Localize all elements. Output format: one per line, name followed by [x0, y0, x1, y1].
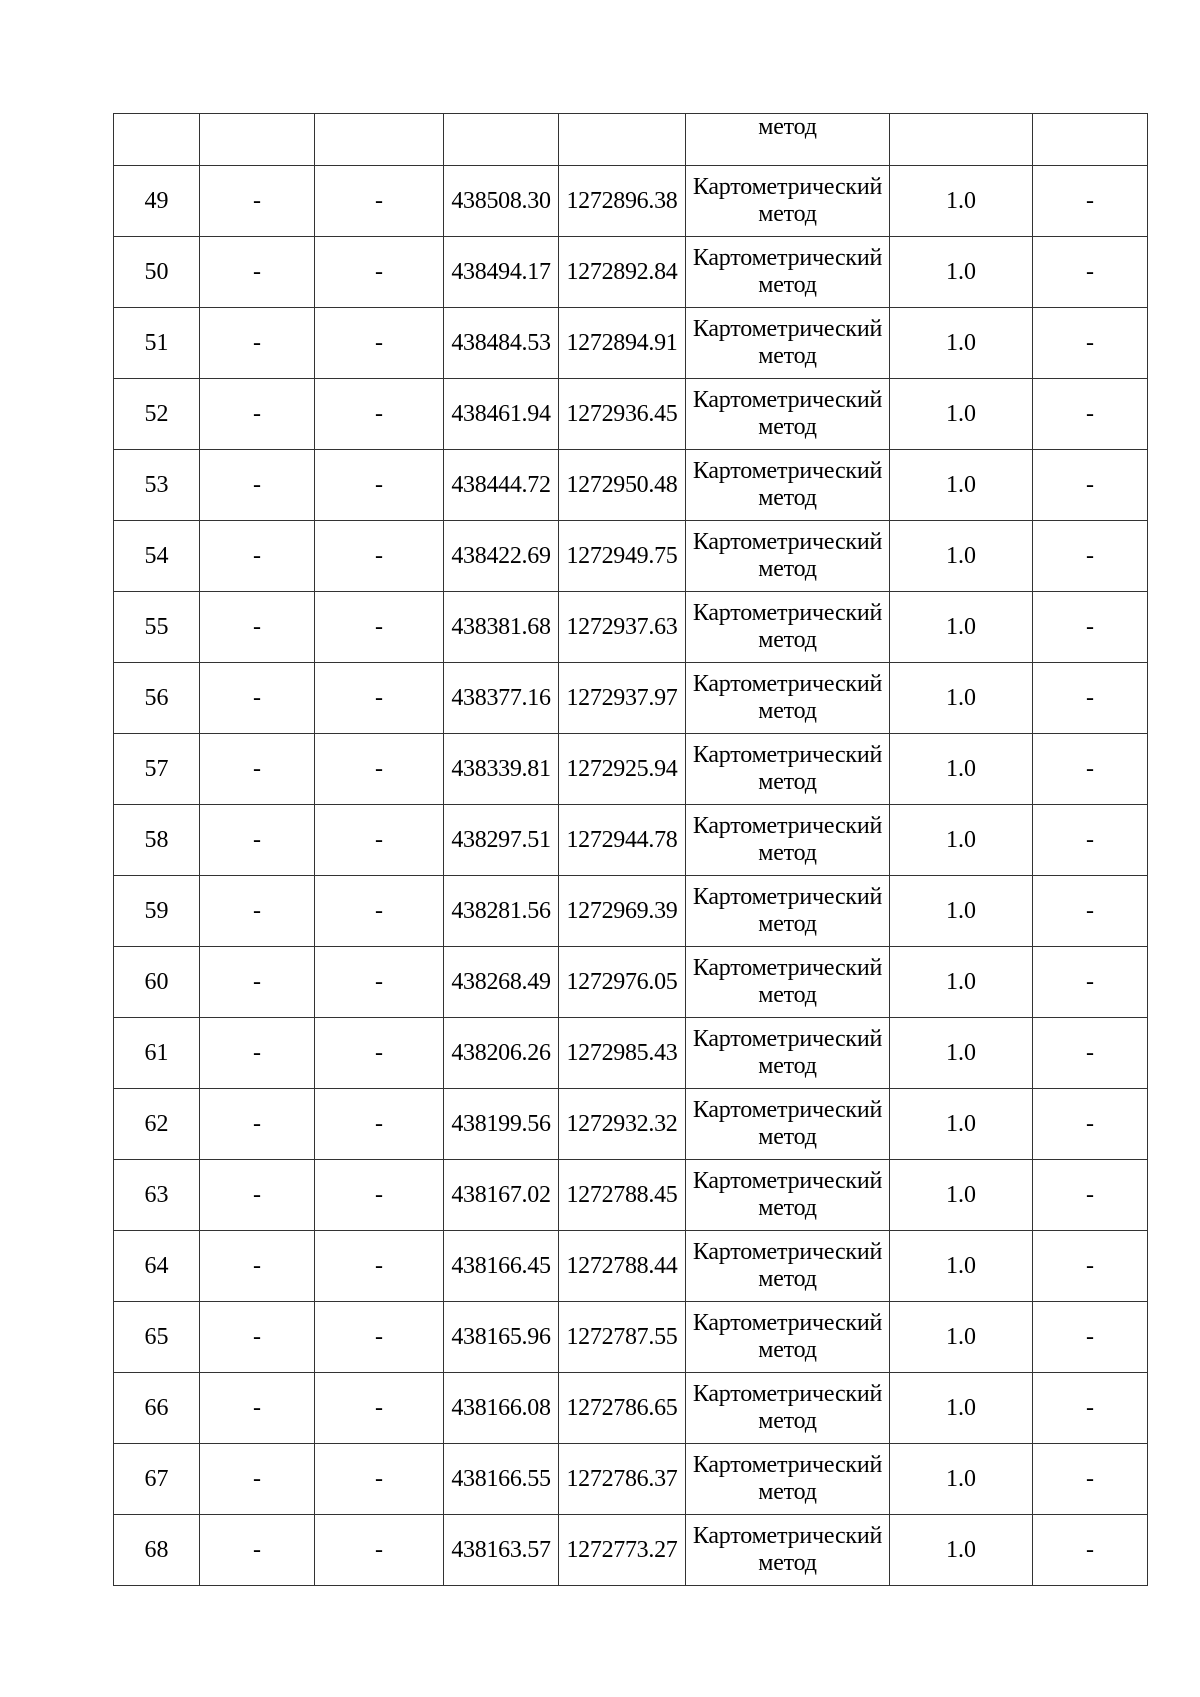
- cell-col-9: -: [1033, 521, 1148, 592]
- method-line-1: Картометрический: [692, 174, 883, 200]
- cell-col-2: -: [200, 1089, 315, 1160]
- cell-col-3: -: [315, 1231, 444, 1302]
- cell-accuracy: 1.0: [890, 1373, 1033, 1444]
- table-row: [114, 379, 1148, 450]
- cell-col-3: -: [315, 734, 444, 805]
- cell-point-number: 59: [114, 876, 200, 947]
- cell-method: [686, 1089, 890, 1160]
- cell-col-3: -: [315, 1515, 444, 1586]
- method-line-2: метод: [758, 201, 817, 227]
- cell-y: 1272894.91: [559, 308, 686, 379]
- cell-accuracy: 1.0: [890, 1231, 1033, 1302]
- cell-accuracy: 1.0: [890, 450, 1033, 521]
- cell-col-3: -: [315, 521, 444, 592]
- method-line-2: метод: [758, 1195, 817, 1221]
- cell-x: 438297.51: [444, 805, 559, 876]
- method-line-2: метод: [758, 982, 817, 1008]
- cell-col-2: -: [200, 663, 315, 734]
- cell-col-9: -: [1033, 1231, 1148, 1302]
- cell-method: [686, 947, 890, 1018]
- cell-method: [686, 308, 890, 379]
- cell-col-3: -: [315, 1018, 444, 1089]
- table-row: [114, 947, 1148, 1018]
- cell-col-9: -: [1033, 308, 1148, 379]
- cell-method: [686, 1231, 890, 1302]
- cell-x: 438484.53: [444, 308, 559, 379]
- method-line-2: метод: [758, 1408, 817, 1434]
- cell-accuracy: 1.0: [890, 1302, 1033, 1373]
- cell-y: 1272896.38: [559, 166, 686, 237]
- method-line-1: Картометрический: [692, 813, 883, 839]
- cell-col-3: -: [315, 1373, 444, 1444]
- cell-x: 438167.02: [444, 1160, 559, 1231]
- method-line-2: метод: [758, 1124, 817, 1150]
- cell-method: [686, 1160, 890, 1231]
- cell-col-2: -: [200, 166, 315, 237]
- cell-method: [686, 1018, 890, 1089]
- cell-method: [686, 379, 890, 450]
- continued-row: [114, 114, 1148, 166]
- cell-x: 438166.08: [444, 1373, 559, 1444]
- cell-col-9: -: [1033, 592, 1148, 663]
- cell-point-number: [114, 114, 200, 166]
- cell-accuracy: 1.0: [890, 805, 1033, 876]
- cell-accuracy: 1.0: [890, 947, 1033, 1018]
- cell-method: [686, 1373, 890, 1444]
- cell-col-2: -: [200, 1444, 315, 1515]
- cell-accuracy: 1.0: [890, 1160, 1033, 1231]
- table-row: [114, 876, 1148, 947]
- table-row: [114, 734, 1148, 805]
- cell-x: 438377.16: [444, 663, 559, 734]
- cell-col-3: -: [315, 947, 444, 1018]
- cell-y: 1272949.75: [559, 521, 686, 592]
- cell-accuracy: 1.0: [890, 1089, 1033, 1160]
- method-line-1: Картометрический: [692, 529, 883, 555]
- cell-accuracy: 1.0: [890, 734, 1033, 805]
- cell-col-9: -: [1033, 1089, 1148, 1160]
- cell-col-2: -: [200, 1515, 315, 1586]
- cell-col-2: -: [200, 805, 315, 876]
- cell-col-2: -: [200, 876, 315, 947]
- cell-accuracy: 1.0: [890, 308, 1033, 379]
- method-line-1: Картометрический: [692, 1168, 883, 1194]
- cell-point-number: 53: [114, 450, 200, 521]
- cell-col-3: -: [315, 1089, 444, 1160]
- cell-col-9: -: [1033, 1160, 1148, 1231]
- cell-col-2: -: [200, 1231, 315, 1302]
- cell-col-3: -: [315, 379, 444, 450]
- cell-y: 1272925.94: [559, 734, 686, 805]
- cell-col-9: -: [1033, 450, 1148, 521]
- method-line-2: метод: [758, 627, 817, 653]
- cell-point-number: 54: [114, 521, 200, 592]
- cell-col-3: -: [315, 450, 444, 521]
- cell-col-9: -: [1033, 237, 1148, 308]
- method-line-2: метод: [758, 1550, 817, 1576]
- cell-col-3: -: [315, 663, 444, 734]
- cell-col-3: -: [315, 592, 444, 663]
- table-row: [114, 166, 1148, 237]
- cell-accuracy: 1.0: [890, 237, 1033, 308]
- cell-point-number: 64: [114, 1231, 200, 1302]
- cell-y: 1272932.32: [559, 1089, 686, 1160]
- cell-point-number: 56: [114, 663, 200, 734]
- method-line-2: метод: [758, 556, 817, 582]
- cell-col-3: -: [315, 1444, 444, 1515]
- table-row: [114, 1231, 1148, 1302]
- coordinates-table: [113, 113, 1148, 1586]
- cell-method: [686, 450, 890, 521]
- cell-col-2: [200, 114, 315, 166]
- cell-x: 438268.49: [444, 947, 559, 1018]
- cell-col-9: -: [1033, 876, 1148, 947]
- cell-col-9: -: [1033, 947, 1148, 1018]
- table-row: [114, 450, 1148, 521]
- cell-col-3: -: [315, 876, 444, 947]
- cell-y: 1272937.97: [559, 663, 686, 734]
- cell-point-number: 67: [114, 1444, 200, 1515]
- cell-y: 1272787.55: [559, 1302, 686, 1373]
- table-row: [114, 663, 1148, 734]
- cell-col-2: -: [200, 1160, 315, 1231]
- method-line-2: метод: [758, 840, 817, 866]
- cell-x: 438461.94: [444, 379, 559, 450]
- cell-point-number: 63: [114, 1160, 200, 1231]
- method-line-2: метод: [758, 343, 817, 369]
- table-row: [114, 1089, 1148, 1160]
- cell-col-3: -: [315, 1160, 444, 1231]
- cell-col-9: -: [1033, 1302, 1148, 1373]
- cell-accuracy: 1.0: [890, 592, 1033, 663]
- table-row: [114, 1515, 1148, 1586]
- cell-point-number: 57: [114, 734, 200, 805]
- method-line-1: Картометрический: [692, 671, 883, 697]
- table-row: [114, 805, 1148, 876]
- method-line-1: Картометрический: [692, 387, 883, 413]
- cell-y: 1272937.63: [559, 592, 686, 663]
- cell-accuracy: 1.0: [890, 876, 1033, 947]
- method-line-2: метод: [758, 698, 817, 724]
- cell-x: 438206.26: [444, 1018, 559, 1089]
- method-line-1: Картометрический: [692, 1452, 883, 1478]
- cell-x: 438166.45: [444, 1231, 559, 1302]
- cell-point-number: 55: [114, 592, 200, 663]
- method-line-2: метод: [758, 1266, 817, 1292]
- cell-col-9: -: [1033, 1444, 1148, 1515]
- cell-accuracy: 1.0: [890, 1515, 1033, 1586]
- method-line-2: метод: [758, 911, 817, 937]
- method-line-2: метод: [758, 414, 817, 440]
- method-line-1: Картометрический: [692, 1310, 883, 1336]
- cell-col-2: -: [200, 450, 315, 521]
- cell-accuracy: 1.0: [890, 663, 1033, 734]
- cell-point-number: 66: [114, 1373, 200, 1444]
- cell-y: 1272788.44: [559, 1231, 686, 1302]
- cell-point-number: 49: [114, 166, 200, 237]
- cell-point-number: 58: [114, 805, 200, 876]
- cell-col-9: -: [1033, 1018, 1148, 1089]
- cell-y: 1272786.37: [559, 1444, 686, 1515]
- cell-point-number: 65: [114, 1302, 200, 1373]
- cell-x: 438508.30: [444, 166, 559, 237]
- cell-col-9: -: [1033, 379, 1148, 450]
- cell-y: 1272936.45: [559, 379, 686, 450]
- table-row: [114, 237, 1148, 308]
- cell-point-number: 52: [114, 379, 200, 450]
- cell-method: [686, 592, 890, 663]
- method-line-2: метод: [758, 769, 817, 795]
- table-row: [114, 521, 1148, 592]
- cell-col-3: -: [315, 166, 444, 237]
- cell-y: 1272969.39: [559, 876, 686, 947]
- cell-y: 1272976.05: [559, 947, 686, 1018]
- cell-x: [444, 114, 559, 166]
- table-row: [114, 1444, 1148, 1515]
- cell-col-2: -: [200, 379, 315, 450]
- cell-col-9: -: [1033, 1515, 1148, 1586]
- cell-y: 1272788.45: [559, 1160, 686, 1231]
- cell-x: 438163.57: [444, 1515, 559, 1586]
- cell-method: [686, 114, 890, 166]
- cell-accuracy: 1.0: [890, 166, 1033, 237]
- cell-col-2: -: [200, 734, 315, 805]
- method-line-1: Картометрический: [692, 1097, 883, 1123]
- cell-y: 1272892.84: [559, 237, 686, 308]
- cell-y: [559, 114, 686, 166]
- method-line-2: метод: [758, 272, 817, 298]
- table-row: [114, 1160, 1148, 1231]
- cell-accuracy: 1.0: [890, 1444, 1033, 1515]
- cell-col-3: [315, 114, 444, 166]
- cell-x: 438166.55: [444, 1444, 559, 1515]
- cell-x: 438281.56: [444, 876, 559, 947]
- cell-accuracy: 1.0: [890, 379, 1033, 450]
- cell-accuracy: [890, 114, 1033, 166]
- method-line-2: метод: [758, 1337, 817, 1363]
- cell-method: [686, 1515, 890, 1586]
- table-body: [114, 114, 1148, 1586]
- cell-method: [686, 805, 890, 876]
- cell-x: 438422.69: [444, 521, 559, 592]
- method-line-1: Картометрический: [692, 1026, 883, 1052]
- method-line-2: метод: [758, 1479, 817, 1505]
- cell-col-9: [1033, 114, 1148, 166]
- method-line-1: Картометрический: [692, 458, 883, 484]
- cell-point-number: 62: [114, 1089, 200, 1160]
- cell-x: 438381.68: [444, 592, 559, 663]
- table-row: [114, 1302, 1148, 1373]
- cell-y: 1272985.43: [559, 1018, 686, 1089]
- cell-y: 1272950.48: [559, 450, 686, 521]
- cell-col-2: -: [200, 592, 315, 663]
- cell-x: 438494.17: [444, 237, 559, 308]
- table-row: [114, 1018, 1148, 1089]
- method-line-1: Картометрический: [692, 245, 883, 271]
- cell-col-2: -: [200, 521, 315, 592]
- cell-col-2: -: [200, 1373, 315, 1444]
- cell-col-9: -: [1033, 663, 1148, 734]
- cell-method: [686, 521, 890, 592]
- cell-col-2: -: [200, 308, 315, 379]
- cell-method: [686, 237, 890, 308]
- method-tail-text: метод: [758, 114, 817, 140]
- cell-col-2: -: [200, 947, 315, 1018]
- method-line-1: Картометрический: [692, 316, 883, 342]
- method-line-1: Картометрический: [692, 600, 883, 626]
- method-line-1: Картометрический: [692, 1239, 883, 1265]
- cell-col-3: -: [315, 805, 444, 876]
- cell-y: 1272786.65: [559, 1373, 686, 1444]
- cell-method: [686, 663, 890, 734]
- cell-point-number: 60: [114, 947, 200, 1018]
- cell-y: 1272773.27: [559, 1515, 686, 1586]
- cell-method: [686, 1302, 890, 1373]
- cell-col-2: -: [200, 1018, 315, 1089]
- table-row: [114, 308, 1148, 379]
- cell-point-number: 51: [114, 308, 200, 379]
- method-line-1: Картометрический: [692, 742, 883, 768]
- method-line-2: метод: [758, 485, 817, 511]
- cell-col-3: -: [315, 237, 444, 308]
- method-line-1: Картометрический: [692, 1381, 883, 1407]
- cell-point-number: 61: [114, 1018, 200, 1089]
- table-row: [114, 592, 1148, 663]
- cell-col-9: -: [1033, 166, 1148, 237]
- cell-col-2: -: [200, 237, 315, 308]
- cell-x: 438199.56: [444, 1089, 559, 1160]
- method-line-1: Картометрический: [692, 884, 883, 910]
- cell-col-3: -: [315, 1302, 444, 1373]
- cell-method: [686, 876, 890, 947]
- cell-x: 438339.81: [444, 734, 559, 805]
- cell-x: 438165.96: [444, 1302, 559, 1373]
- cell-point-number: 50: [114, 237, 200, 308]
- cell-col-3: -: [315, 308, 444, 379]
- method-line-1: Картометрический: [692, 1523, 883, 1549]
- cell-col-9: -: [1033, 1373, 1148, 1444]
- cell-x: 438444.72: [444, 450, 559, 521]
- method-line-1: Картометрический: [692, 955, 883, 981]
- cell-col-9: -: [1033, 805, 1148, 876]
- cell-method: [686, 734, 890, 805]
- cell-accuracy: 1.0: [890, 1018, 1033, 1089]
- cell-method: [686, 166, 890, 237]
- method-line-2: метод: [758, 1053, 817, 1079]
- cell-method: [686, 1444, 890, 1515]
- cell-accuracy: 1.0: [890, 521, 1033, 592]
- cell-point-number: 68: [114, 1515, 200, 1586]
- cell-col-2: -: [200, 1302, 315, 1373]
- cell-y: 1272944.78: [559, 805, 686, 876]
- cell-col-9: -: [1033, 734, 1148, 805]
- table-row: [114, 1373, 1148, 1444]
